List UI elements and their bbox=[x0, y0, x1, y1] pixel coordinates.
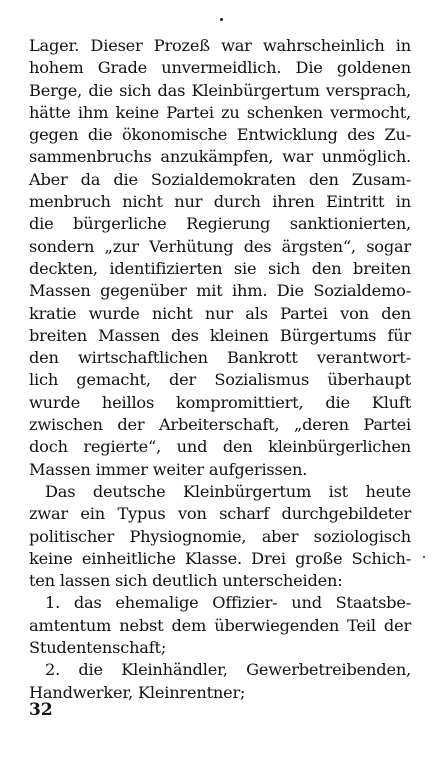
text-line: amtentum nebst dem überwiegenden Teil der bbox=[29, 615, 411, 635]
text-line: keine einheitliche Klasse. Drei große Schich- bbox=[29, 548, 411, 568]
text-line: wurde heillos kompromittiert, die Kluft bbox=[29, 392, 411, 412]
text-line: Das deutsche Kleinbürgertum ist heute bbox=[45, 481, 411, 501]
text-line: 2. die Kleinhändler, Gewerbetreibenden, bbox=[45, 660, 411, 680]
text-line: Handwerker, Kleinrentner; bbox=[29, 682, 246, 702]
text-line: hohem Grade unvermeidlich. Die goldenen bbox=[29, 58, 411, 78]
text-line: Massen immer weiter aufgerissen. bbox=[29, 459, 308, 479]
text-line: kratie wurde nicht nur als Partei von den bbox=[29, 303, 411, 323]
text-line: Aber da die Sozialdemokraten den Zusam- bbox=[29, 169, 411, 189]
text-line: zwischen der Arbeiterschaft, „deren Partei bbox=[29, 415, 411, 435]
text-line: die bürgerliche Regierung sanktionierten, bbox=[29, 214, 411, 234]
text-line: ten lassen sich deutlich unterscheiden: bbox=[29, 571, 343, 591]
text-line: Berge, die sich das Kleinbürgertum versprach, bbox=[29, 80, 411, 100]
text-line: lich gemacht, der Sozialismus überhaupt bbox=[29, 370, 411, 390]
text-line: Studentenschaft; bbox=[29, 638, 167, 658]
text-line: zwar ein Typus von scharf durchgebildeter bbox=[29, 504, 411, 524]
text-line: Massen gegenüber mit ihm. Die Sozialdemo- bbox=[29, 281, 411, 301]
text-line: 1. das ehemalige Offizier- und Staatsbe- bbox=[45, 593, 411, 613]
text-line: sammenbruchs anzukämpfen, war unmöglich. bbox=[29, 147, 411, 167]
text-line: politischer Physiognomie, aber soziologisch bbox=[29, 526, 411, 546]
print-speck bbox=[220, 18, 223, 21]
text-line: sondern „zur Verhütung des ärgsten“, sogar bbox=[29, 236, 411, 256]
text-line: gegen die ökonomische Entwicklung des Zu- bbox=[29, 125, 411, 145]
page-number: 32 bbox=[29, 700, 53, 720]
text-line: breiten Massen des kleinen Bürgertums für bbox=[29, 325, 411, 345]
text-line: menbruch nicht nur durch ihren Eintritt in bbox=[29, 192, 411, 212]
text-line: den wirtschaftlichen Bankrott verantwort- bbox=[29, 348, 411, 368]
text-line: Lager. Dieser Prozeß war wahrscheinlich in bbox=[29, 36, 411, 55]
print-speck bbox=[423, 556, 425, 558]
page-text bbox=[29, 35, 411, 704]
text-line: deckten, identifizierten sie sich den breiten bbox=[29, 258, 411, 278]
text-line: doch regierte“, und den kleinbürgerlichen bbox=[29, 437, 411, 457]
text-line: hätte ihm keine Partei zu schenken vermocht, bbox=[29, 102, 411, 122]
